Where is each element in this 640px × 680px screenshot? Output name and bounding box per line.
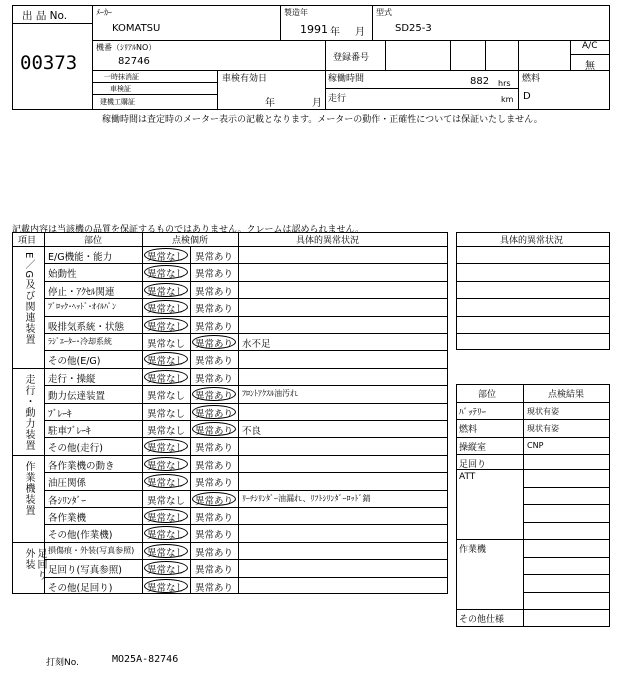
- model-value: SD25-3: [395, 23, 432, 34]
- divider: [12, 368, 448, 369]
- divider: [456, 437, 610, 438]
- option-abnormal: 異常あり: [194, 530, 233, 542]
- section-title: 作業機装置: [23, 460, 34, 516]
- divider: [523, 504, 610, 505]
- cert3-label: 建機工購証: [100, 98, 135, 106]
- part-label: 足回り(写真参照): [48, 565, 122, 577]
- header-detail: 具体的異常状況: [296, 236, 360, 246]
- divider: [44, 524, 448, 525]
- divider: [456, 281, 610, 282]
- hours-unit: hrs: [498, 79, 511, 88]
- divider: [12, 23, 92, 24]
- maker-label: ﾒｰｶｰ: [96, 8, 112, 17]
- divider: [44, 298, 448, 299]
- divider: [280, 5, 281, 40]
- option-normal: 異常なし: [146, 356, 185, 368]
- result-part: 操縦室: [459, 442, 487, 453]
- part-label: 各作業機の動き: [48, 460, 115, 472]
- registration-label: 登録番号: [333, 53, 370, 63]
- result-value: CNP: [527, 440, 544, 450]
- divider: [523, 384, 524, 627]
- option-abnormal: 異常あり: [194, 286, 233, 298]
- divider: [523, 487, 610, 488]
- header-part: 部位: [84, 236, 103, 246]
- lot-number: 00373: [20, 52, 78, 74]
- option-abnormal: 異常あり: [194, 373, 233, 385]
- result-value: 現状有姿: [527, 406, 559, 416]
- divider: [44, 281, 448, 282]
- inspection-label: 車検有効日: [222, 74, 268, 84]
- part-label: 各ｼﾘﾝﾀﾞｰ: [48, 495, 87, 507]
- divider: [450, 40, 451, 70]
- status-circle: [144, 318, 188, 332]
- option-normal: 異常なし: [146, 373, 185, 385]
- status-circle: [192, 492, 236, 506]
- part-label: 駐車ﾌﾞﾚｰｷ: [48, 426, 91, 437]
- part-label: その他(走行): [48, 443, 103, 455]
- divider: [12, 455, 448, 456]
- divider: [456, 454, 610, 455]
- divider: [456, 316, 610, 317]
- detail-text: ﾘｰﾁｼﾘﾝﾀﾞｰ油漏れ、ﾘﾌﾄｼﾘﾝﾀﾞｰﾛｯﾄﾞ錆: [242, 493, 371, 503]
- option-abnormal: 異常あり: [194, 304, 233, 316]
- mileage-label: 走行: [328, 94, 347, 104]
- divider: [44, 350, 448, 351]
- month-unit: 月: [355, 27, 365, 38]
- option-abnormal: 異常あり: [194, 478, 233, 490]
- divider: [44, 232, 45, 594]
- divider: [44, 403, 448, 404]
- result-part: 燃料: [459, 425, 478, 436]
- option-normal: 異常なし: [146, 321, 185, 333]
- part-label: 動力伝達装置: [48, 391, 106, 403]
- model-label: 型式: [376, 8, 392, 17]
- option-normal: 異常なし: [146, 391, 185, 403]
- year-unit: 年: [330, 27, 340, 38]
- divider: [238, 232, 239, 594]
- option-normal: 異常なし: [146, 565, 185, 577]
- stamp-value: MO25A-82746: [112, 654, 179, 665]
- status-circle: [144, 248, 188, 262]
- divider: [456, 402, 610, 403]
- option-abnormal: 異常あり: [194, 408, 233, 420]
- disclaimer: 記載内容は当該機の品質を保証するものではありません。クレームは認められません。: [12, 225, 365, 235]
- part-label: 吸排気系統・状態: [48, 321, 125, 333]
- part-label: 停止・ｱｸｾﾙ関連: [48, 286, 115, 298]
- detail-text: 水不足: [242, 339, 271, 350]
- fuel-label: 燃料: [522, 74, 541, 84]
- divider: [12, 246, 448, 247]
- year-value: 1991: [300, 23, 328, 36]
- option-normal: 異常なし: [146, 530, 185, 542]
- status-circle: [144, 283, 188, 297]
- result-part: 作業機: [459, 545, 487, 556]
- result-header-part: 部位: [478, 390, 497, 400]
- result-header-result: 点検結果: [548, 390, 585, 400]
- part-label: その他(E/G): [48, 356, 101, 368]
- stamp-label: 打刻No.: [46, 658, 79, 668]
- divider: [456, 333, 610, 334]
- divider: [372, 5, 373, 40]
- result-value: 現状有姿: [527, 424, 559, 434]
- result-part: ATT: [459, 472, 476, 483]
- divider: [456, 539, 610, 540]
- serial-value: 82746: [118, 56, 150, 67]
- section-title: 走行・動力装置: [23, 373, 34, 451]
- ac-label: A/C: [582, 41, 598, 51]
- divider: [325, 88, 518, 89]
- divider: [44, 559, 448, 560]
- divider: [456, 609, 610, 610]
- part-label: ﾌﾞﾛｯｸ･ﾍｯﾄﾞ･ｵｲﾙﾊﾟﾝ: [48, 302, 116, 312]
- serial-label: 機番（ｼﾘｱﾙNO）: [96, 43, 157, 52]
- divider: [456, 419, 610, 420]
- result-part: その他仕様: [459, 615, 505, 626]
- option-abnormal: 異常あり: [194, 321, 233, 333]
- divider: [44, 385, 448, 386]
- option-normal: 異常なし: [146, 339, 185, 350]
- divider: [44, 507, 448, 508]
- status-circle: [144, 579, 188, 593]
- divider: [44, 490, 448, 491]
- status-circle: [144, 509, 188, 523]
- cert1-label: 一時抹消証: [104, 73, 139, 81]
- detail-text: ﾌﾛﾝﾄｱｸｽﾙ油汚れ: [242, 389, 298, 399]
- divider: [385, 40, 386, 70]
- option-normal: 異常なし: [146, 408, 185, 420]
- option-normal: 異常なし: [146, 252, 185, 263]
- header-item: 項目: [18, 236, 37, 246]
- divider: [44, 472, 448, 473]
- divider: [44, 577, 448, 578]
- hours-note: 稼働時間は査定時のメーター表示の記載となります。メーターの動作・正確性については保証いたしません。: [102, 115, 543, 125]
- divider: [570, 40, 571, 70]
- result-part: 足回り: [459, 460, 487, 471]
- option-abnormal: 異常あり: [194, 269, 233, 281]
- divider: [523, 592, 610, 593]
- option-normal: 異常なし: [146, 269, 185, 281]
- header-check: 点検個所: [172, 236, 209, 246]
- divider: [456, 263, 610, 264]
- option-normal: 異常なし: [146, 547, 185, 559]
- option-normal: 異常なし: [146, 460, 185, 472]
- divider: [44, 420, 448, 421]
- detail-text: 不良: [242, 426, 262, 437]
- option-normal: 異常なし: [146, 443, 185, 455]
- option-normal: 異常なし: [146, 304, 185, 316]
- option-abnormal: 異常あり: [194, 513, 233, 524]
- divider: [44, 263, 448, 264]
- divider: [570, 54, 610, 55]
- option-abnormal: 異常あり: [194, 391, 233, 403]
- section-title: E／G及び関連装置: [23, 252, 34, 346]
- result-frame: [456, 384, 610, 627]
- option-abnormal: 異常あり: [194, 252, 233, 263]
- divider: [325, 40, 326, 110]
- divider: [523, 522, 610, 523]
- cert2-label: 車検証: [110, 85, 131, 93]
- maker-value: KOMATSU: [112, 23, 161, 34]
- divider: [485, 40, 486, 70]
- divider: [44, 333, 448, 334]
- option-abnormal: 異常あり: [194, 495, 233, 507]
- divider: [44, 316, 448, 317]
- option-abnormal: 異常あり: [194, 460, 233, 472]
- part-label: 油圧関係: [48, 478, 87, 490]
- divider: [92, 94, 217, 95]
- divider: [456, 246, 610, 247]
- option-abnormal: 異常あり: [194, 582, 233, 594]
- status-circle: [144, 457, 188, 471]
- option-abnormal: 異常あり: [194, 426, 233, 437]
- divider: [456, 298, 610, 299]
- year-label: 製造年: [284, 8, 308, 17]
- option-abnormal: 異常あり: [194, 339, 233, 350]
- part-label: ﾗｼﾞｴｰﾀｰ･冷却系統: [48, 337, 112, 346]
- hours-value: 882: [470, 76, 490, 87]
- divider: [518, 40, 519, 110]
- part-label: 走行・操縦: [48, 373, 96, 385]
- lot-label: 出 品 No.: [22, 10, 68, 22]
- option-normal: 異常なし: [146, 426, 185, 437]
- part-label: 始動性: [48, 269, 77, 281]
- option-normal: 異常なし: [146, 582, 185, 594]
- divider: [217, 70, 218, 110]
- km-unit: km: [501, 95, 514, 104]
- fuel-value: D: [523, 91, 531, 102]
- option-normal: 異常なし: [146, 478, 185, 490]
- result-part: ﾊﾞｯﾃﾘｰ: [459, 407, 487, 418]
- option-abnormal: 異常あり: [194, 565, 233, 577]
- status-circle: [144, 544, 188, 558]
- detail-header: 具体的異常状況: [500, 236, 564, 246]
- inspection-month-unit: 月: [312, 98, 322, 109]
- section-title: 足回り外装: [23, 547, 46, 581]
- divider: [523, 574, 610, 575]
- divider: [523, 557, 610, 558]
- status-circle: [144, 370, 188, 384]
- part-label: 損傷痕・外装(写真参照): [48, 545, 135, 555]
- option-abnormal: 異常あり: [194, 443, 233, 455]
- option-normal: 異常なし: [146, 495, 185, 507]
- hours-label: 稼働時間: [328, 74, 365, 84]
- option-abnormal: 異常あり: [194, 356, 233, 368]
- divider: [92, 40, 610, 41]
- inspection-year-unit: 年: [265, 98, 275, 109]
- divider: [92, 82, 217, 83]
- divider: [12, 542, 448, 543]
- part-label: ﾌﾞﾚｰｷ: [48, 408, 72, 420]
- ac-value: 無: [585, 61, 595, 72]
- option-normal: 異常なし: [146, 513, 185, 524]
- status-circle: [192, 335, 236, 349]
- status-circle: [192, 405, 236, 419]
- part-label: その他(足回り): [48, 582, 113, 594]
- option-abnormal: 異常あり: [194, 547, 233, 559]
- status-circle: [192, 422, 236, 436]
- part-label: E/G機能・能力: [48, 252, 113, 263]
- part-label: 各作業機: [48, 513, 87, 524]
- part-label: その他(作業機): [48, 530, 113, 542]
- divider: [44, 437, 448, 438]
- option-normal: 異常なし: [146, 286, 185, 298]
